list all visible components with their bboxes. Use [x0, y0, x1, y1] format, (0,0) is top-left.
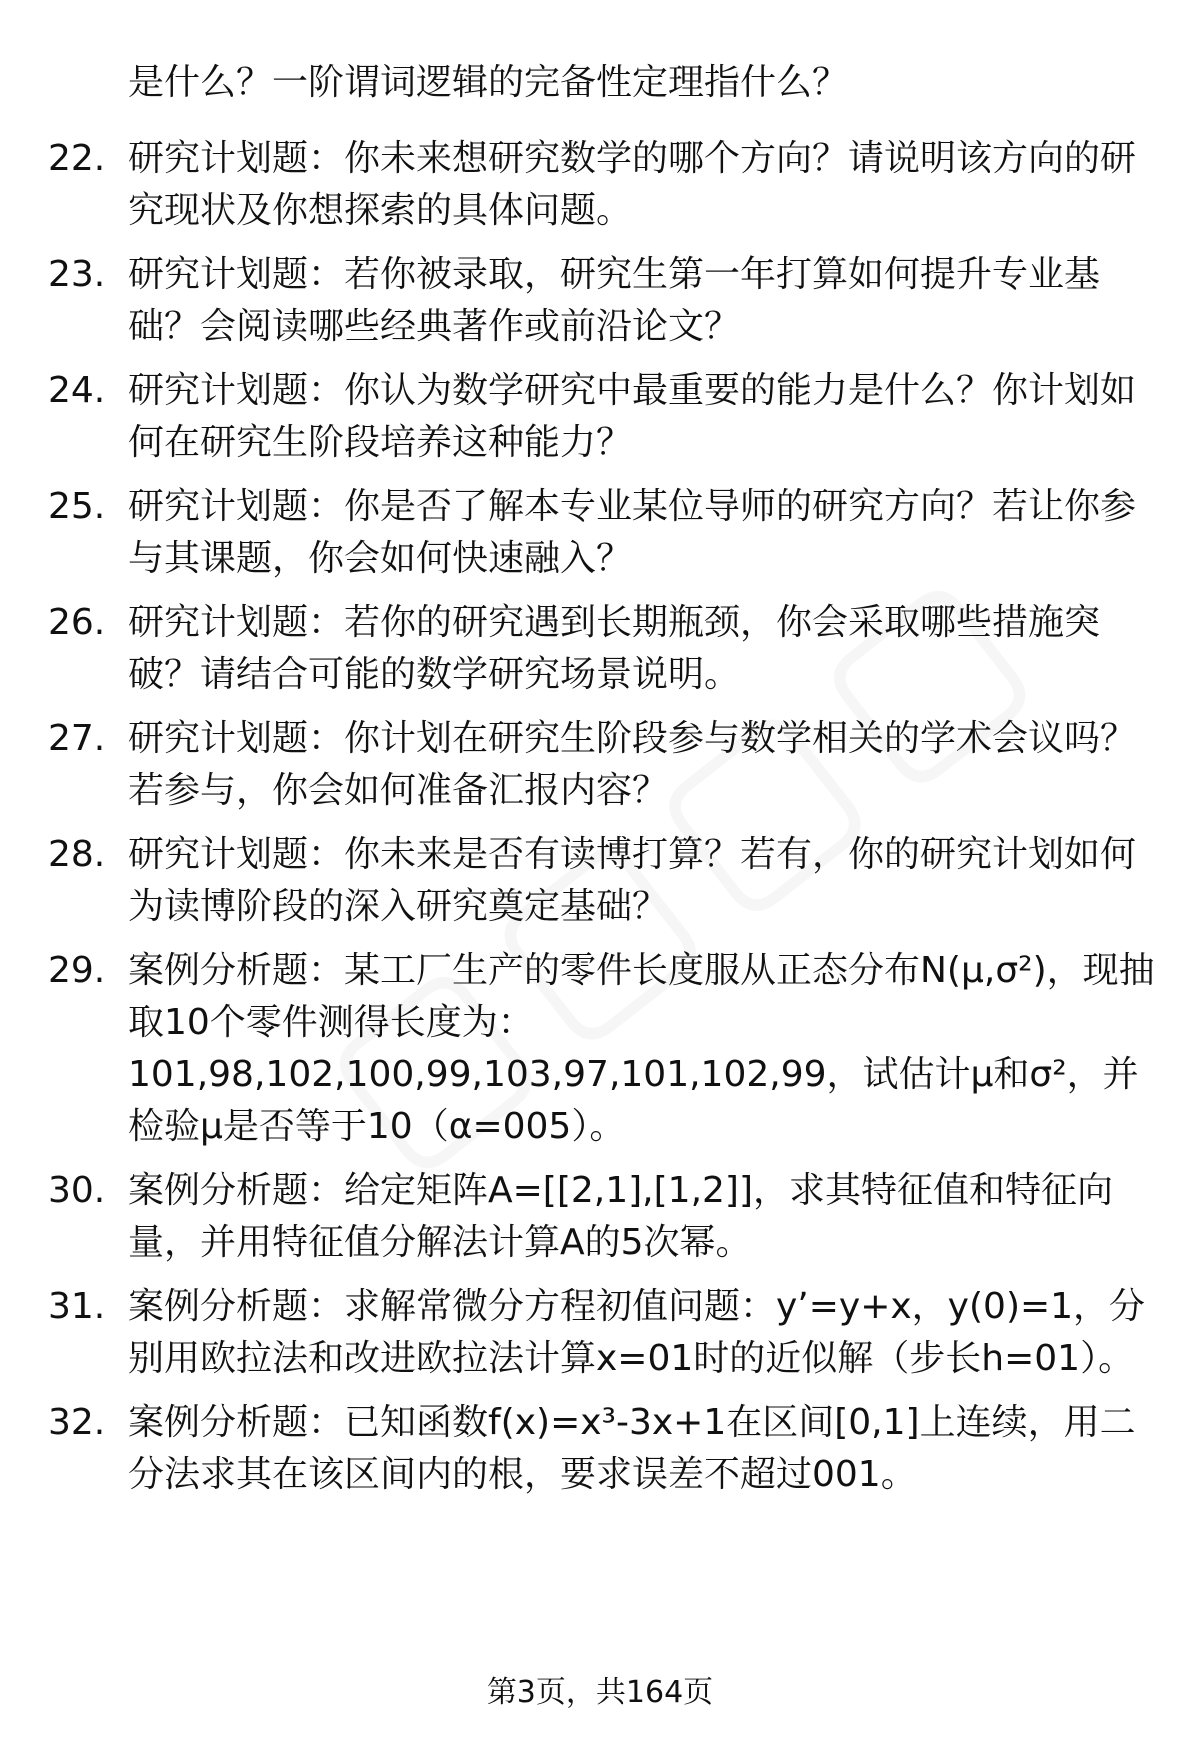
question-number: 26.: [48, 602, 106, 643]
page-footer: 第3页，共164页: [486, 1675, 714, 1710]
question-number: 31.: [48, 1286, 106, 1327]
question-item: [48, 133, 1168, 237]
question-item: [48, 1397, 1168, 1501]
question-text: 案例分析题：给定矩阵A=[[2,1],[1,2]]，求其特征值和特征向量，并用特征值分解法计算A的5次幂。: [128, 1170, 1114, 1263]
question-item: [48, 713, 1168, 817]
question-text: 研究计划题：若你被录取，研究生第一年打算如何提升专业基础？会阅读哪些经典著作或前沿论文？: [128, 254, 1101, 347]
question-item: [48, 365, 1168, 469]
question-number: 27.: [48, 718, 106, 759]
question-item: [48, 597, 1168, 701]
question-text: 案例分析题：某工厂生产的零件长度服从正态分布N(μ,σ²)，现抽取10个零件测得长度为：101,98,102,100,99,103,97,101,102,99，试估计μ和σ²，并检验μ是否等于10（α=005）。: [128, 950, 1155, 1147]
question-text: 研究计划题：你未来想研究数学的哪个方向？请说明该方向的研究现状及你想探索的具体问题。: [128, 138, 1137, 231]
question-text: 案例分析题：已知函数f(x)=x³-3x+1在区间[0,1]上连续，用二分法求其在该区间内的根，要求误差不超过001。: [128, 1402, 1136, 1495]
question-item: [48, 829, 1168, 933]
question-item: [48, 1165, 1168, 1269]
question-number: 32.: [48, 1402, 106, 1443]
question-number: 30.: [48, 1170, 106, 1211]
question-text: 案例分析题：求解常微分方程初值问题：y’=y+x，y(0)=1，分别用欧拉法和改进欧拉法计算x=01时的近似解（步长h=01）。: [128, 1286, 1146, 1379]
question-number: 24.: [48, 370, 106, 411]
question-item: [48, 1281, 1168, 1385]
question-number: 29.: [48, 950, 106, 991]
question-item: [48, 945, 1168, 1153]
question-item: [48, 481, 1168, 585]
continuation-text: 是什么？一阶谓词逻辑的完备性定理指什么？: [128, 62, 849, 103]
question-text: 研究计划题：你未来是否有读博打算？若有，你的研究计划如何为读博阶段的深入研究奠定基础？: [128, 834, 1137, 927]
question-text: 研究计划题：你计划在研究生阶段参与数学相关的学术会议吗？若参与，你会如何准备汇报内容？: [128, 718, 1137, 811]
question-text: 研究计划题：你是否了解本专业某位导师的研究方向？若让你参与其课题，你会如何快速融入？: [128, 486, 1137, 579]
question-text: 研究计划题：若你的研究遇到长期瓶颈，你会采取哪些措施突破？请结合可能的数学研究场景说明。: [128, 602, 1101, 695]
question-number: 23.: [48, 254, 106, 295]
question-text: 研究计划题：你认为数学研究中最重要的能力是什么？你计划如何在研究生阶段培养这种能力？: [128, 370, 1137, 463]
question-number: 25.: [48, 486, 106, 527]
question-number: 28.: [48, 834, 106, 875]
question-item: [48, 249, 1168, 353]
question-number: 22.: [48, 138, 106, 179]
